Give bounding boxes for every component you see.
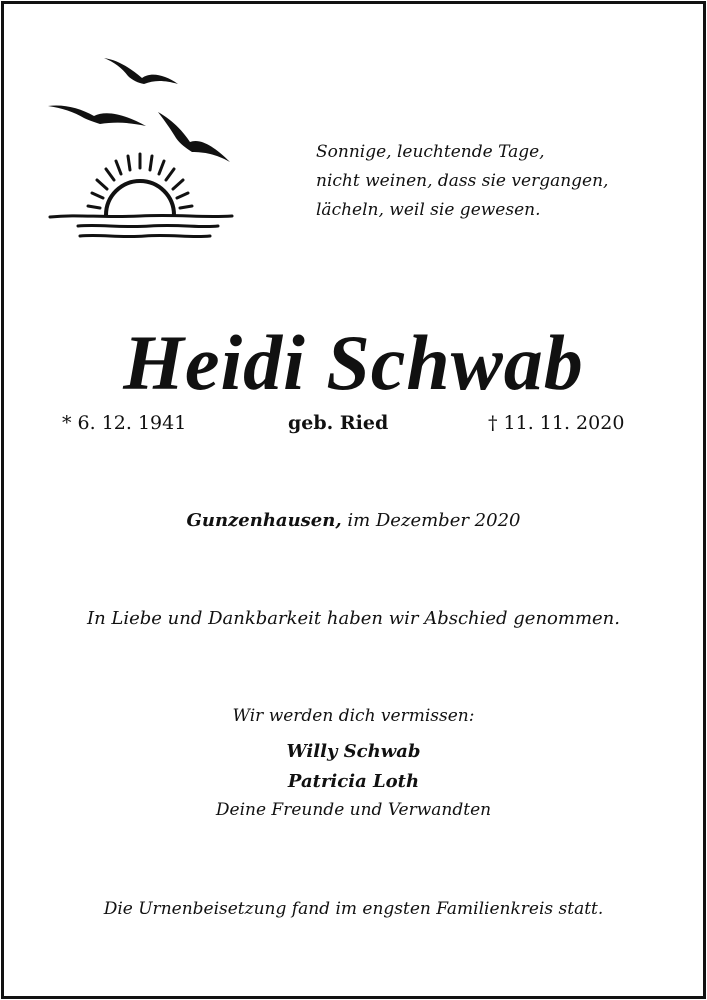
birds-icon xyxy=(48,58,230,162)
poem-line: nicht weinen, dass sie vergangen, xyxy=(316,171,609,191)
maiden-name: geb. Ried xyxy=(288,412,389,434)
town: Gunzenhausen, xyxy=(186,510,342,531)
sunset-icon xyxy=(50,154,232,237)
poem xyxy=(316,138,608,225)
birth-date: * 6. 12. 1941 xyxy=(62,412,187,434)
month-year: im Dezember 2020 xyxy=(341,510,521,531)
place-date xyxy=(0,510,707,531)
mourners-intro: Wir werden dich vermissen: xyxy=(232,706,475,726)
sunset-birds-icon xyxy=(40,50,250,250)
poem-line: lächeln, weil sie gewesen. xyxy=(316,200,541,220)
deceased-name: Heidi Schwab xyxy=(123,319,584,406)
mourner-name: Patricia Loth xyxy=(287,771,420,792)
burial-note: Die Urnenbeisetzung fand im engsten Familienkreis statt. xyxy=(103,899,604,919)
poem-line: Sonnige, leuchtende Tage, xyxy=(316,142,545,162)
mourner-name: Willy Schwab xyxy=(286,741,421,762)
farewell-text: In Liebe und Dankbarkeit haben wir Abschied genommen. xyxy=(86,608,620,629)
death-date: † 11. 11. 2020 xyxy=(488,412,625,434)
mourners-others: Deine Freunde und Verwandten xyxy=(215,800,492,820)
